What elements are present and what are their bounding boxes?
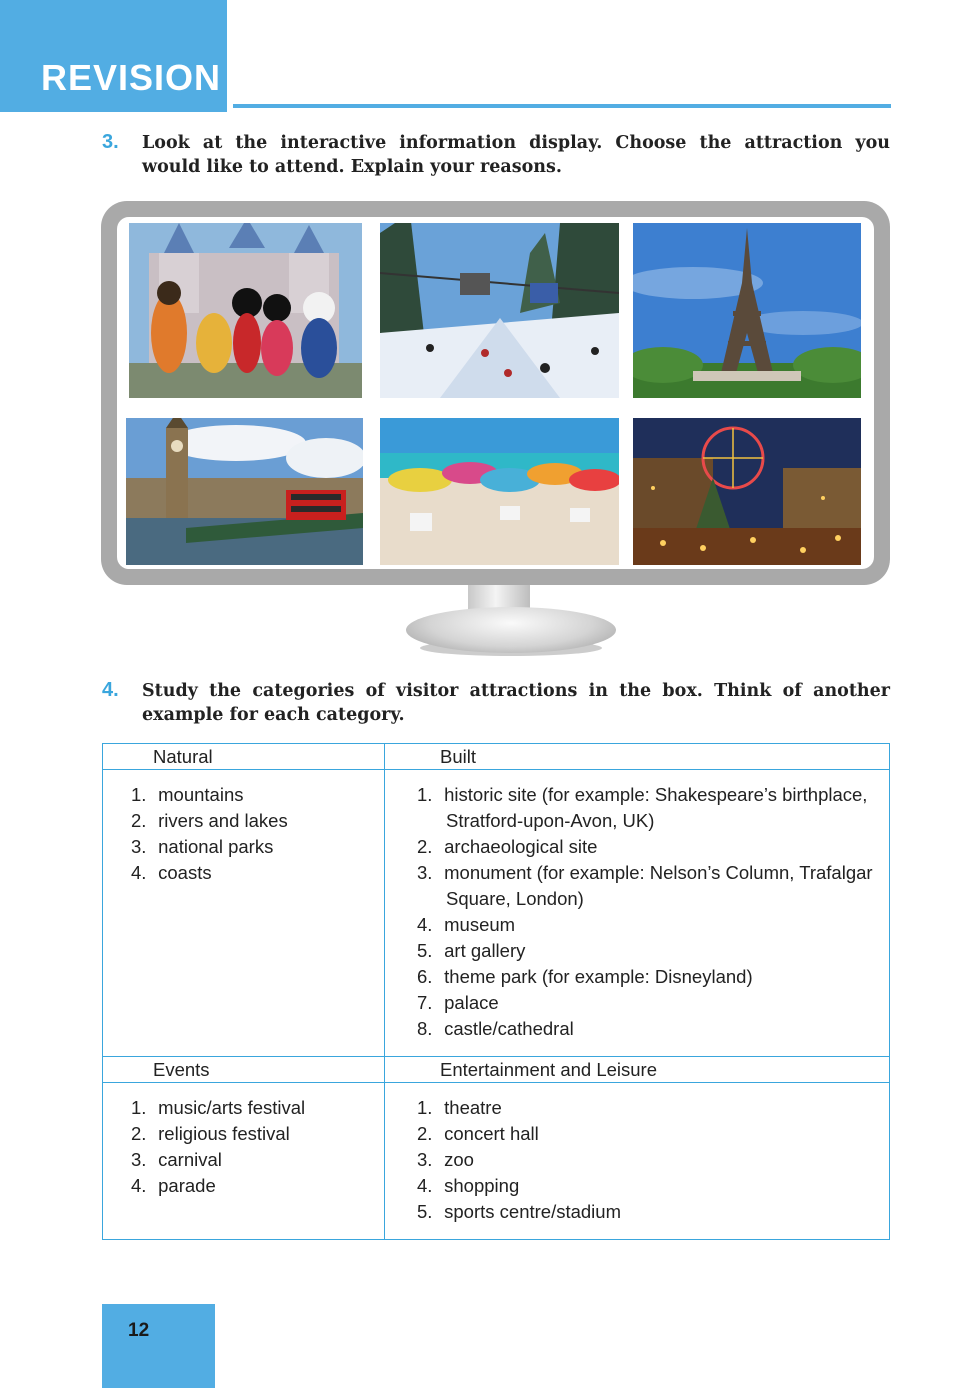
list-item: 1. music/arts festival [131, 1097, 306, 1118]
list-item: 2. religious festival [131, 1123, 290, 1144]
monitor-stand-base [406, 607, 616, 653]
beach-photo [380, 418, 619, 565]
revision-header-tab [0, 0, 227, 112]
events-heading: Events [103, 1057, 385, 1083]
list-item: 7. palace [417, 992, 499, 1013]
list-item: 4. coasts [131, 862, 212, 883]
built-list [385, 770, 889, 1056]
built-cell [385, 770, 890, 1057]
task-instruction: Look at the interactive information display. Choose the attraction you would like to attend. Explain your reasons. [142, 133, 890, 177]
header-rule [233, 104, 891, 108]
entertainment-list [385, 1083, 889, 1239]
list-item: 2. concert hall [417, 1123, 539, 1144]
theme-park-photo [129, 223, 362, 398]
list-item: 2. archaeological site [417, 836, 598, 857]
task-4 [102, 679, 890, 727]
attraction-categories-table [102, 743, 890, 1240]
list-item: 1. theatre [417, 1097, 502, 1118]
christmas-market-photo [633, 418, 861, 565]
list-item: 5. art gallery [417, 940, 526, 961]
list-item: 5. sports centre/stadium [417, 1201, 621, 1222]
natural-cell [103, 770, 385, 1057]
page-number-tab [102, 1304, 215, 1388]
information-display-monitor [101, 201, 890, 585]
entertainment-cell [385, 1083, 890, 1240]
task-number: 3. [102, 131, 119, 153]
list-item: 4. parade [131, 1175, 216, 1196]
built-heading: Built [385, 744, 890, 770]
natural-heading: Natural [103, 744, 385, 770]
page-number: 12 [128, 1320, 150, 1341]
task-3 [102, 131, 890, 179]
ski-resort-photo [380, 223, 619, 398]
list-item: 3. national parks [131, 836, 274, 857]
entertainment-heading: Entertainment and Leisure [385, 1057, 890, 1083]
list-item: 1. historic site (for example: Shakespeare’s birthplace, Stratford-upon-Avon, UK) [417, 784, 868, 831]
list-item: 3. zoo [417, 1149, 474, 1170]
list-item: 2. rivers and lakes [131, 810, 288, 831]
list-item: 1. mountains [131, 784, 244, 805]
list-item: 4. shopping [417, 1175, 520, 1196]
list-item: 8. castle/cathedral [417, 1018, 574, 1039]
task-instruction: Study the categories of visitor attractions in the box. Think of another example for each category. [142, 681, 890, 725]
eiffel-tower-photo [633, 223, 861, 398]
list-item: 3. monument (for example: Nelson’s Column, Trafalgar Square, London) [417, 862, 873, 909]
list-item: 4. museum [417, 914, 516, 935]
display-screen [117, 217, 874, 569]
events-cell [103, 1083, 385, 1240]
list-item: 6. theme park (for example: Disneyland) [417, 966, 753, 987]
london-big-ben-photo [126, 418, 363, 565]
section-title: REVISION [41, 57, 222, 98]
list-item: 3. carnival [131, 1149, 222, 1170]
natural-list [103, 770, 384, 900]
task-number: 4. [102, 679, 119, 701]
events-list [103, 1083, 384, 1213]
